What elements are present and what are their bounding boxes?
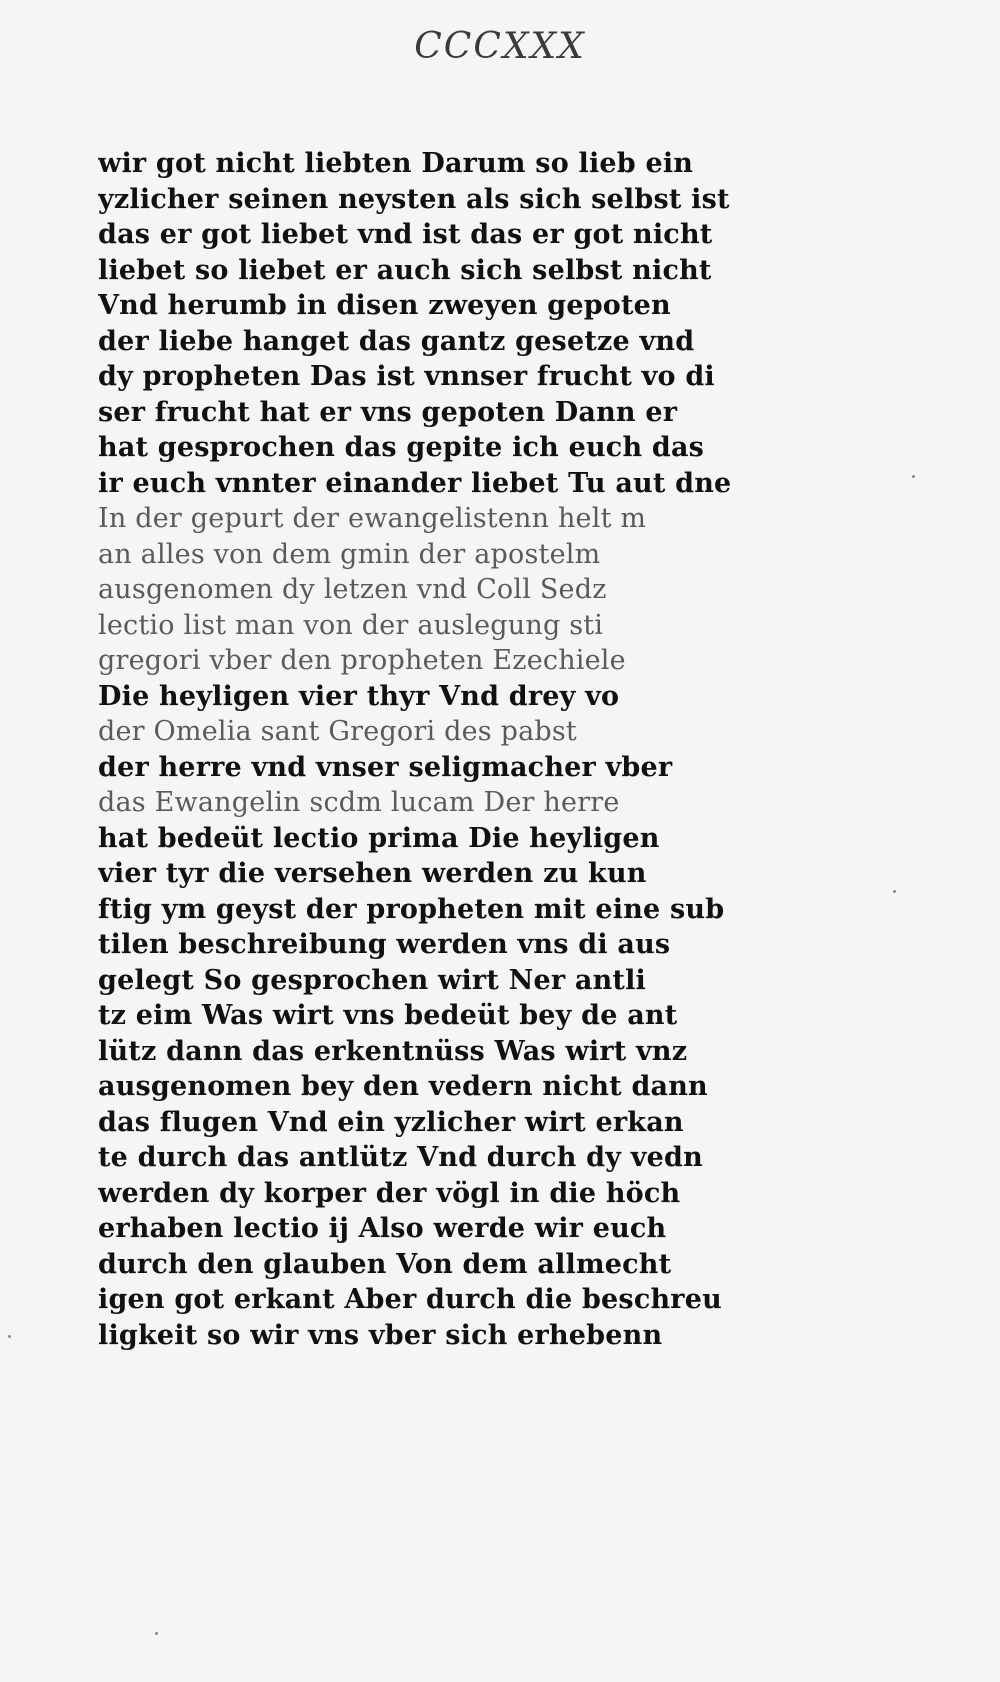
- text-block: [98, 146, 898, 1353]
- text-line: das er got liebet vnd ist das er got nicht: [98, 219, 713, 250]
- text-line: das flugen Vnd ein yzlicher wirt erkan: [98, 1106, 684, 1138]
- text-line: In der gepurt der ewangelistenn helt m: [98, 503, 647, 534]
- text-line: hat bedeüt lectio prima Die heyligen: [98, 822, 660, 854]
- text-line: gelegt So gesprochen wirt Ner antli: [98, 964, 646, 996]
- text-line: gregori vber den propheten Ezechiele: [98, 645, 626, 676]
- text-line: lectio list man von der auslegung sti: [98, 609, 604, 641]
- text-line: erhaben lectio ij Also werde wir euch: [98, 1213, 667, 1244]
- text-line: lütz dann das erkentnüss Was wirt vnz: [98, 1035, 688, 1067]
- paper-speck: [155, 1632, 158, 1635]
- text-line: der herre vnd vnser seligmacher vber: [98, 751, 673, 783]
- paper-speck: [8, 1335, 11, 1338]
- folio-number: CCCXXX: [414, 26, 586, 67]
- text-line: vier tyr die versehen werden zu kun: [98, 858, 647, 889]
- text-line: durch den glauben Von dem allmecht: [98, 1248, 672, 1280]
- text-line: werden dy korper der vögl in die höch: [98, 1177, 681, 1209]
- paper-speck: [912, 475, 915, 478]
- paper-speck: [893, 890, 896, 893]
- text-line: Vnd herumb in disen zweyen gepoten: [98, 290, 671, 321]
- text-line: te durch das antlütz Vnd durch dy vedn: [98, 1142, 703, 1173]
- text-line: igen got erkant Aber durch die beschreu: [98, 1284, 722, 1315]
- text-line: an alles von dem gmin der apostelm: [98, 538, 601, 570]
- text-line: dy propheten Das ist vnnser frucht vo di: [98, 361, 715, 392]
- text-line: der Omelia sant Gregori des pabst: [98, 716, 577, 747]
- text-line: yzlicher seinen neysten als sich selbst ist: [98, 183, 730, 215]
- text-line: hat gesprochen das gepite ich euch das: [98, 432, 705, 463]
- text-line: ser frucht hat er vns gepoten Dann er: [98, 396, 678, 428]
- text-line: ausgenomen dy letzen vnd Coll Sedz: [98, 574, 607, 605]
- text-line: der liebe hanget das gantz gesetze vnd: [98, 325, 695, 357]
- text-line: Die heyligen vier thyr Vnd drey vo: [98, 680, 620, 712]
- text-line: tz eim Was wirt vns bedeüt bey de ant: [98, 1000, 678, 1031]
- text-line: liebet so liebet er auch sich selbst nicht: [98, 254, 712, 286]
- text-line: ir euch vnnter einander liebet Tu aut dne: [98, 467, 732, 499]
- text-line: das Ewangelin scdm lucam Der herre: [98, 787, 620, 818]
- text-line: ausgenomen bey den vedern nicht dann: [98, 1071, 708, 1102]
- text-line: wir got nicht liebten Darum so lieb ein: [98, 148, 694, 179]
- text-line: ftig ym geyst der propheten mit eine sub: [98, 893, 725, 925]
- text-line: tilen beschreibung werden vns di aus: [98, 929, 671, 960]
- text-line: ligkeit so wir vns vber sich erhebenn: [98, 1319, 663, 1351]
